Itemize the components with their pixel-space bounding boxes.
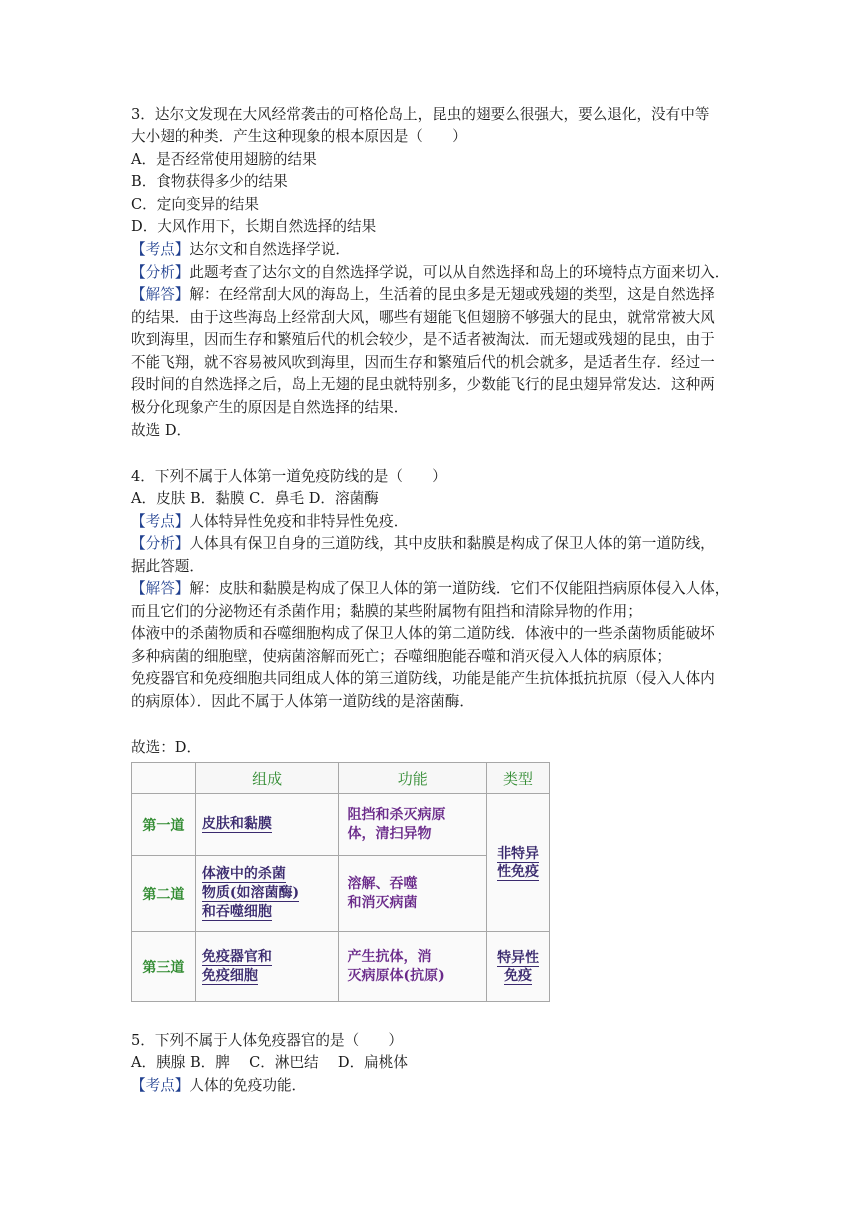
- row-first-line: 第一道: [132, 794, 196, 856]
- first-line-composition: [195, 794, 339, 856]
- q4-jieda-line5: 免疫器官和免疫细胞共同组成人体的第三道防线，功能是能产生抗体抵抗抗原（侵入人体内: [131, 670, 715, 687]
- second-line-composition-1: 体液中的杀菌: [201, 866, 286, 882]
- jieda-tag: 【解答】: [131, 580, 190, 597]
- q3-fenxi-text: 此题考查了达尔文的自然选择学说，可以从自然选择和岛上的环境特点方面来切入．: [189, 264, 730, 281]
- third-line-composition-1: 免疫器官和: [201, 948, 272, 965]
- third-line-function-1: 产生抗体，消: [347, 948, 432, 965]
- first-line-function-2: 体，清扫异物: [347, 825, 432, 842]
- q4-jieda-text1: 解：皮肤和黏膜是构成了保卫人体的第一道防线．它们不仅能阻挡病原体侵入人体，: [189, 580, 730, 597]
- type-nonspecific: [487, 794, 550, 932]
- q4-stem: 4．下列不属于人体第一道免疫防线的是（ ）: [131, 468, 447, 485]
- q4-kaodian-text: 人体特异性免疫和非特异性免疫．: [189, 513, 409, 530]
- q3-jieda-line5: 段时间的自然选择之后，岛上无翅的昆虫就特别多，少数能飞行的昆虫翅异常发达．这种两: [131, 376, 715, 393]
- header-function: 功能: [339, 763, 487, 794]
- kaodian-tag: 【考点】: [131, 1077, 190, 1094]
- q4-jieda-line6: 的病原体）．因此不属于人体第一道防线的是溶菌酶．: [131, 693, 474, 710]
- type-nonspecific-2: 性免疫: [497, 863, 540, 880]
- q5-stem: 5．下列不属于人体免疫器官的是（ ）: [131, 1032, 403, 1049]
- header-type: 类型: [487, 763, 550, 794]
- q3-jieda-line2: 的结果．由于这些海岛上经常刮大风，哪些有翅能飞但翅膀不够强大的昆虫，就常常被大风: [131, 309, 715, 326]
- fenxi-tag: 【分析】: [131, 535, 190, 552]
- row-second-line: 第二道: [132, 856, 196, 932]
- kaodian-tag: 【考点】: [131, 241, 190, 258]
- q3-jieda-line3: 吹到海里，因而生存和繁殖后代的机会较少，是不适者被淘汰．而无翅或残翅的昆虫，由于: [131, 331, 715, 348]
- immune-defense-table: [131, 762, 550, 1002]
- q3-option-a: A．是否经常使用翅膀的结果: [131, 151, 317, 168]
- second-line-function-2: 和消灭病菌: [347, 894, 418, 911]
- type-specific-1: 特异性: [497, 949, 540, 966]
- header-composition: 组成: [195, 763, 339, 794]
- q3-jieda-line1: [131, 284, 715, 306]
- first-line-function-1: 阻挡和杀灭病原: [347, 806, 446, 823]
- q4-answer: 故选：D．: [131, 739, 202, 756]
- q3-option-d: D．大风作用下，长期自然选择的结果: [131, 218, 377, 235]
- q4-jieda-line1: [131, 578, 729, 600]
- q4-jieda-line4: 多种病菌的细胞壁，使病菌溶解而死亡；吞噬细胞能吞噬和消灭侵入人体的病原体；: [131, 648, 671, 665]
- q4-fenxi-line2: 据此答题．: [131, 558, 204, 575]
- first-line-composition-text: 皮肤和黏膜: [201, 816, 272, 832]
- q3-jieda-text1: 解：在经常刮大风的海岛上，生活着的昆虫多是无翅或残翅的类型，这是自然选择: [189, 286, 715, 303]
- q3-fenxi: [131, 262, 729, 284]
- third-line-composition: [195, 932, 339, 1002]
- second-line-composition-2: 物质(如溶菌酶): [201, 885, 300, 901]
- third-line-function: [339, 932, 487, 1002]
- kaodian-tag: 【考点】: [131, 513, 190, 530]
- row-third-line: 第三道: [132, 932, 196, 1002]
- table-row: [132, 932, 550, 1002]
- type-specific-2: 免疫: [504, 967, 533, 984]
- q3-kaodian: [131, 239, 350, 261]
- q3-jieda-line4: 不能飞翔，就不容易被风吹到海里，因而生存和繁殖后代的机会就多，是适者生存．经过一: [131, 354, 715, 371]
- q5-options: A．胰腺 B．脾 C．淋巴结 D．扁桃体: [131, 1054, 408, 1071]
- q3-kaodian-text: 达尔文和自然选择学说．: [189, 241, 350, 258]
- table-row: [132, 794, 550, 856]
- first-line-function: [339, 794, 487, 856]
- second-line-composition-3: 和吞噬细胞: [201, 904, 272, 920]
- type-nonspecific-1: 非特异: [497, 845, 540, 862]
- q3-stem-line2: 大小翅的种类．产生这种现象的根本原因是（ ）: [131, 128, 467, 145]
- q5-kaodian-text: 人体的免疫功能．: [189, 1077, 307, 1094]
- type-specific: [487, 932, 550, 1002]
- q4-kaodian: [131, 511, 408, 533]
- second-line-function: [339, 856, 487, 932]
- fenxi-tag: 【分析】: [131, 264, 190, 281]
- second-line-function-1: 溶解、吞噬: [347, 875, 418, 892]
- q3-option-b: B．食物获得多少的结果: [131, 173, 288, 190]
- jieda-tag: 【解答】: [131, 286, 190, 303]
- q3-jieda-line6: 极分化现象产生的原因是自然选择的结果．: [131, 399, 409, 416]
- q4-jieda-line2: 而且它们的分泌物还有杀菌作用；黏膜的某些附属物有阻挡和清除异物的作用；: [131, 603, 642, 620]
- q3-option-c: C．定向变异的结果: [131, 196, 259, 213]
- q4-jieda-line3: 体液中的杀菌物质和吞噬细胞构成了保卫人体的第二道防线．体液中的一些杀菌物质能破坏: [131, 625, 715, 642]
- second-line-composition: [195, 856, 339, 932]
- third-line-composition-2: 免疫细胞: [201, 967, 258, 984]
- q5-kaodian: [131, 1075, 306, 1097]
- table-corner-cell: [132, 763, 196, 794]
- third-line-function-2: 灭病原体(抗原): [347, 967, 445, 984]
- q4-options: A．皮肤 B．黏膜 C．鼻毛 D．溶菌酶: [131, 490, 379, 507]
- q3-answer: 故选 D．: [131, 422, 192, 439]
- q4-fenxi-line1: [131, 533, 715, 555]
- q3-stem-line1: 3．达尔文发现在大风经常袭击的可格伦岛上，昆虫的翅要么很强大，要么退化，没有中等: [131, 106, 710, 123]
- q4-fenxi-text1: 人体具有保卫自身的三道防线，其中皮肤和黏膜是构成了保卫人体的第一道防线，: [189, 535, 715, 552]
